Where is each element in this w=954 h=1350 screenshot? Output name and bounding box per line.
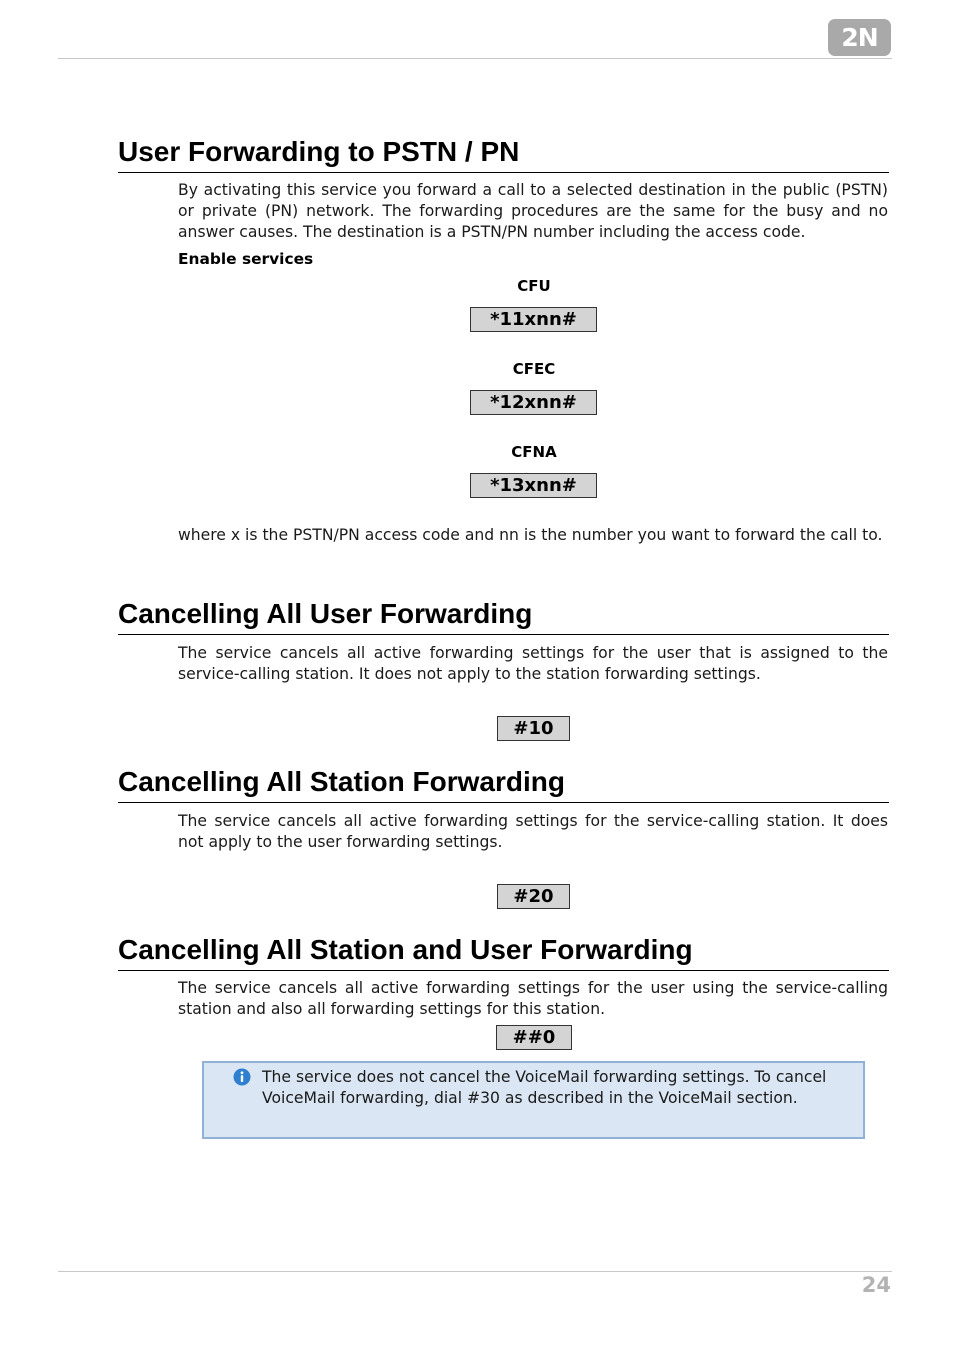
code-box-cancel-both: ##0	[496, 1025, 572, 1050]
section-title-cancel-station: Cancelling All Station Forwarding	[118, 766, 889, 803]
cancel-station-paragraph: The service cancels all active forwarding settings for the service-calling station. It does not apply to the user forwarding settings.	[178, 812, 888, 851]
section-title-cancel-both: Cancelling All Station and User Forwarding	[118, 934, 889, 971]
code-box-cfna: *13xnn#	[470, 473, 597, 498]
code-box-cancel-station: #20	[497, 884, 570, 909]
footer-rule	[58, 1271, 892, 1272]
page-number: 24	[861, 1273, 891, 1297]
section-title-pstn-forwarding: User Forwarding to PSTN / PN	[118, 136, 889, 173]
pstn-intro-paragraph: By activating this service you forward a call to a selected destination in the public (PSTN) or private (PN) network. The forwarding procedures are the same for the busy and no answer causes. The destination is a PSTN/PN number including the access code.	[178, 181, 888, 241]
enable-services-label: Enable services	[178, 250, 314, 268]
code-label-cfu: CFU	[517, 277, 551, 295]
code-label-cfec: CFEC	[512, 360, 556, 378]
section-title-cancel-user: Cancelling All User Forwarding	[118, 598, 889, 635]
info-note-text: The service does not cancel the VoiceMail forwarding settings. To cancel VoiceMail forwarding, dial #30 as described in the VoiceMail section.	[262, 1068, 827, 1107]
info-note	[202, 1061, 865, 1139]
brand-logo	[828, 19, 891, 56]
pstn-where-paragraph: where x is the PSTN/PN access code and nn is the number you want to forward the call to.	[178, 526, 883, 544]
logo-text: 2N	[841, 23, 878, 52]
code-box-cancel-user: #10	[497, 716, 570, 741]
code-box-cfu: *11xnn#	[470, 307, 597, 332]
cancel-user-paragraph: The service cancels all active forwarding settings for the user that is assigned to the service-calling station. It does not apply to the station forwarding settings.	[178, 644, 888, 683]
header-rule	[58, 58, 892, 59]
info-icon	[233, 1068, 251, 1086]
code-label-cfna: CFNA	[511, 443, 557, 461]
code-box-cfec: *12xnn#	[470, 390, 597, 415]
cancel-both-paragraph: The service cancels all active forwarding settings for the user using the service-calling station and also all forwarding settings for this station.	[178, 979, 888, 1018]
